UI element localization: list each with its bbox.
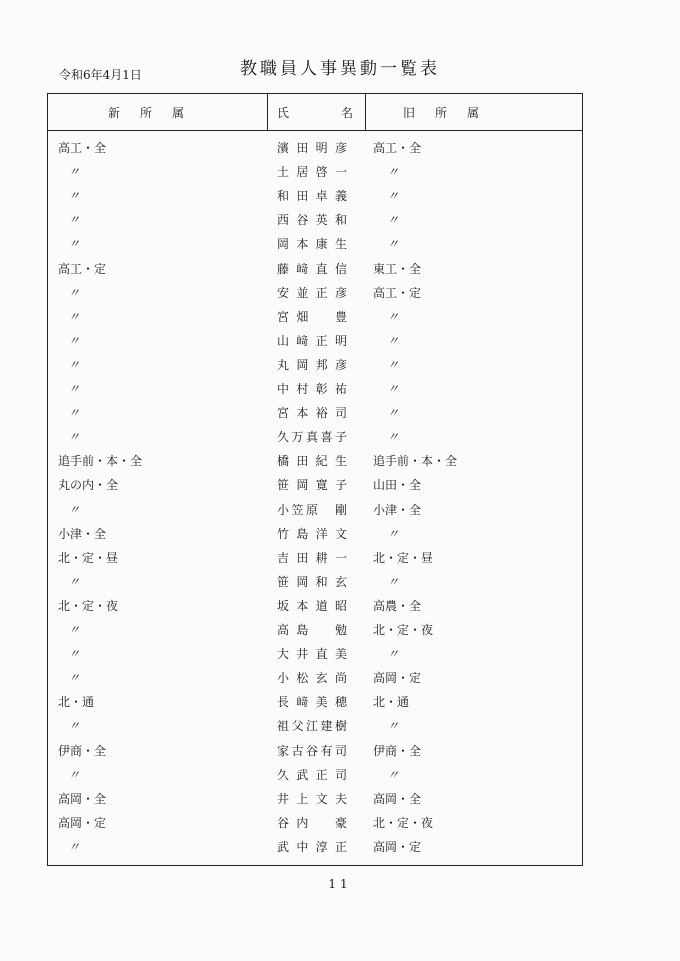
table-row	[48, 328, 582, 352]
table-row	[48, 617, 582, 641]
page-title: 教職員人事異動一覧表	[240, 59, 440, 79]
table-row	[48, 641, 582, 665]
name-cell: 宮本裕司	[277, 406, 347, 421]
name-cell: 竹島洋文	[277, 526, 347, 541]
table-row	[48, 231, 582, 255]
new-affiliation-cell: 〃	[68, 165, 81, 180]
name-cell: 藤﨑直信	[277, 261, 347, 276]
old-affiliation-cell: 高岡・定	[373, 839, 422, 854]
column-divider	[267, 94, 268, 130]
old-affiliation-cell: 〃	[387, 574, 400, 589]
old-affiliation-cell: 〃	[387, 406, 400, 421]
name-cell: 久武正司	[277, 767, 347, 782]
old-affiliation-cell: 高農・全	[373, 598, 422, 613]
table-row	[48, 521, 582, 545]
new-affiliation-cell: 高岡・定	[58, 815, 107, 830]
new-affiliation-cell: 〃	[68, 574, 81, 589]
name-cell: 笹岡和玄	[277, 574, 347, 589]
new-affiliation-cell: 北・通	[58, 695, 95, 710]
new-affiliation-cell: 高工・全	[58, 141, 107, 155]
new-affiliation-cell: 〃	[68, 430, 81, 445]
column-divider	[365, 94, 366, 130]
table-row	[48, 472, 582, 496]
new-affiliation-cell: 〃	[68, 237, 81, 252]
old-affiliation-cell: 〃	[387, 647, 400, 662]
old-affiliation-cell: 〃	[387, 309, 400, 324]
old-affiliation-cell: 〃	[387, 767, 400, 782]
name-cell: 西谷英和	[277, 213, 347, 228]
header-new-affiliation: 新 所 属	[108, 106, 189, 120]
table-row	[48, 304, 582, 328]
new-affiliation-cell: 高工・定	[58, 261, 107, 276]
new-affiliation-cell: 〃	[68, 767, 81, 782]
name-cell: 安並正彦	[277, 285, 347, 300]
new-affiliation-cell: 追手前・本・全	[58, 454, 143, 469]
table-row	[48, 834, 582, 858]
new-affiliation-cell: 〃	[68, 189, 81, 204]
table-row	[48, 569, 582, 593]
name-cell: 土居啓一	[277, 165, 347, 180]
new-affiliation-cell: 丸の内・全	[58, 478, 119, 493]
new-affiliation-cell: 〃	[68, 719, 81, 734]
name-cell: 山﨑正明	[277, 333, 347, 348]
name-cell: 大井直美	[277, 647, 347, 662]
table-header	[48, 94, 582, 131]
new-affiliation-cell: 〃	[68, 502, 81, 517]
name-cell: 長﨑美穂	[277, 695, 347, 710]
name-cell: 和田卓義	[277, 189, 347, 204]
name-cell: 岡本康生	[277, 237, 347, 252]
table-row	[48, 448, 582, 472]
old-affiliation-cell: 伊商・全	[373, 743, 422, 758]
table-row	[48, 183, 582, 207]
new-affiliation-cell: 小津・全	[58, 526, 107, 541]
table-row	[48, 665, 582, 689]
table-row	[48, 713, 582, 737]
old-affiliation-cell: 東工・全	[373, 261, 422, 276]
old-affiliation-cell: 北・定・夜	[373, 623, 434, 637]
new-affiliation-cell: 〃	[68, 382, 81, 396]
new-affiliation-cell: 〃	[68, 671, 81, 686]
name-cell: 武中淳正	[277, 839, 347, 854]
name-cell: 高島 勉	[277, 623, 347, 637]
table-row	[48, 159, 582, 183]
old-affiliation-cell: 〃	[387, 526, 400, 541]
old-affiliation-cell: 高岡・定	[373, 671, 422, 686]
name-cell: 小笠原 剛	[277, 502, 347, 517]
new-affiliation-cell: 高岡・全	[58, 791, 107, 806]
new-affiliation-cell: 〃	[68, 623, 81, 637]
name-cell: 橋田紀生	[277, 454, 347, 469]
table-row	[48, 593, 582, 617]
new-affiliation-cell: 〃	[68, 647, 81, 662]
name-cell: 中村彰祐	[277, 382, 347, 396]
name-cell: 谷内 豪	[277, 815, 347, 830]
old-affiliation-cell: 北・定・夜	[373, 815, 434, 830]
old-affiliation-cell: 〃	[387, 189, 400, 204]
old-affiliation-cell: 小津・全	[373, 502, 422, 517]
new-affiliation-cell: 〃	[68, 309, 81, 324]
new-affiliation-cell: 〃	[68, 406, 81, 421]
old-affiliation-cell: 北・定・昼	[373, 550, 434, 565]
name-cell: 丸岡邦彦	[277, 357, 347, 372]
name-cell: 笹岡寛子	[277, 478, 347, 493]
name-cell: 濱田明彦	[277, 141, 347, 155]
old-affiliation-cell: 追手前・本・全	[373, 454, 458, 469]
table-row	[48, 786, 582, 810]
name-cell: 家古谷有司	[277, 743, 347, 758]
table-row	[48, 207, 582, 231]
table-row	[48, 280, 582, 304]
old-affiliation-cell: 〃	[387, 382, 400, 396]
name-cell: 坂本道昭	[277, 598, 347, 613]
old-affiliation-cell: 高工・全	[373, 141, 422, 155]
old-affiliation-cell: 〃	[387, 430, 400, 445]
date-label: 令和6年4月1日	[59, 68, 142, 82]
new-affiliation-cell: 伊商・全	[58, 743, 107, 758]
new-affiliation-cell: 〃	[68, 839, 81, 854]
table-row	[48, 738, 582, 762]
old-affiliation-cell: 〃	[387, 237, 400, 252]
old-affiliation-cell: 〃	[387, 719, 400, 734]
table-row	[48, 545, 582, 569]
table-row	[48, 256, 582, 280]
old-affiliation-cell: 〃	[387, 333, 400, 348]
new-affiliation-cell: 〃	[68, 285, 81, 300]
old-affiliation-cell: 北・通	[373, 695, 410, 710]
table-row	[48, 135, 582, 159]
new-affiliation-cell: 北・定・昼	[58, 550, 119, 565]
table-row	[48, 424, 582, 448]
new-affiliation-cell: 〃	[68, 333, 81, 348]
name-cell: 吉田耕一	[277, 550, 347, 565]
header-old-affiliation: 旧 所 属	[403, 106, 484, 120]
name-cell: 宮畑 豊	[277, 309, 347, 324]
personnel-table	[47, 93, 583, 866]
page-number: 11	[328, 877, 352, 891]
name-cell: 久万真喜子	[277, 430, 347, 445]
old-affiliation-cell: 高工・定	[373, 285, 422, 300]
old-affiliation-cell: 高岡・全	[373, 791, 422, 806]
name-cell: 井上文夫	[277, 791, 347, 806]
name-cell: 小松玄尚	[277, 671, 347, 686]
table-row	[48, 376, 582, 400]
table-row	[48, 400, 582, 424]
table-row	[48, 762, 582, 786]
table-row	[48, 689, 582, 713]
new-affiliation-cell: 〃	[68, 213, 81, 228]
old-affiliation-cell: 〃	[387, 357, 400, 372]
new-affiliation-cell: 〃	[68, 357, 81, 372]
old-affiliation-cell: 山田・全	[373, 478, 422, 493]
name-cell: 祖父江建樹	[277, 719, 347, 734]
table-row	[48, 352, 582, 376]
table-row	[48, 497, 582, 521]
table-row	[48, 810, 582, 834]
old-affiliation-cell: 〃	[387, 213, 400, 228]
new-affiliation-cell: 北・定・夜	[58, 598, 119, 613]
old-affiliation-cell: 〃	[387, 165, 400, 180]
header-name: 氏 名	[277, 106, 358, 120]
